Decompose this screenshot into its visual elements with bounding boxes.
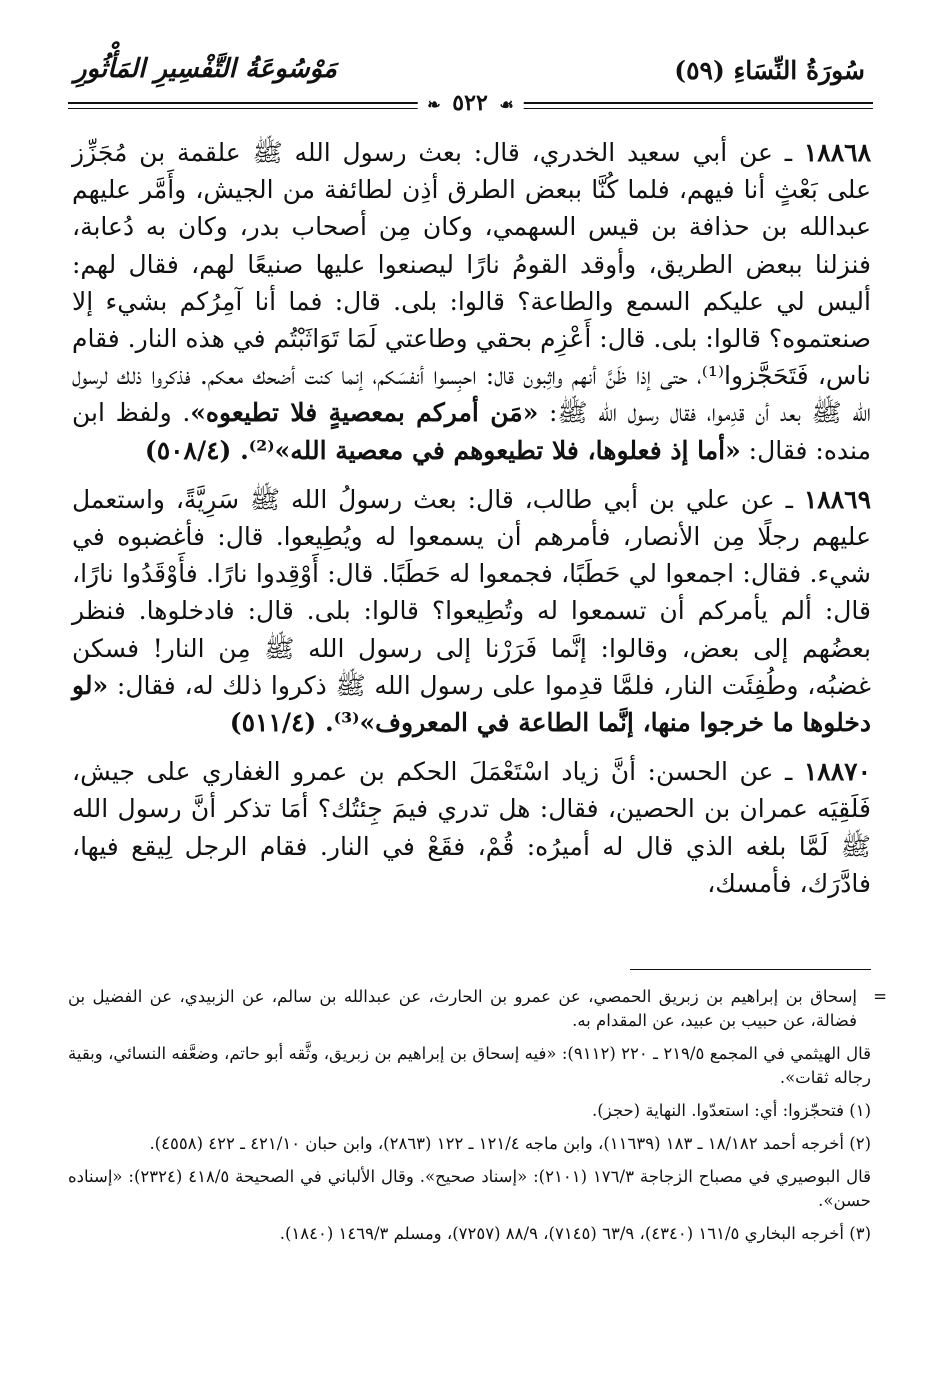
footnote [68, 1099, 871, 1123]
hadith-quote: «لو دخلوها ما خرجوا منها، إنَّما الطاعة في المعروف» [72, 670, 871, 738]
main-text [72, 134, 871, 902]
hadith-number: ١٨٨٦٩ [803, 484, 871, 514]
book-title: مَوْسُوعَةُ التَّفْسِيرِ المَأْثُورِ [74, 54, 337, 84]
hadith-text: ـ عن علي بن أبي طالب، قال: بعث رسولُ الله ﷺ سَرِيَّةً، واستعمل عليهم رجلًا مِن الأنصار، فأمرهم أن يسمعوا له ويُطِيعوا. قال: فأغضبوه في شيء. فقال: اجمعوا لي حَطَبًا، فجمعوا له حَطَبًا. قال: أَوْقِدوا نارًا. فأَوْقَدُوا نارًا، قال: ألم يأمركم أن تسمعوا له وتُطِيعوا؟ قالوا: بلى. قال: فادخلوها. فنظر بعضُهم إلى بعض، وقالوا: إنَّما فَرَرْنا إلى رسول الله ﷺ مِن النار! فسكن غضبُه، وطُفِئَت النار، فلمَّا قدِموا على رسول الله ﷺ ذكروا ذلك له، فقال: [72, 484, 871, 700]
hadith-number: ١٨٨٧٠ [803, 757, 871, 787]
footnote [68, 1132, 871, 1156]
footnote [68, 1042, 871, 1090]
hadith-reference: ⁽²⁾. (٥٠٨/٤) [144, 435, 275, 465]
footnote-text: إسحاق بن إبراهيم بن زبريق الحمصي، عن عمرو بن الحارث، عن عبدالله بن سالم، عن الزبيدي، عن الفضيل بن فضالة، عن حبيب بن عبيد، عن المقدام به. [68, 987, 857, 1030]
page-header [68, 38, 873, 114]
hadith-text: ـ عن الحسن: أنَّ زياد اسْتَعْمَلَ الحكم بن عمرو الغفاري على جيش، فَلَقِيَه عمران بن الحصين، فقال: هل تدري فيمَ جِئتُك؟ أمَا تذكر أنَّ رسول الله ﷺ لَمَّا بلغه الذي قال له أميرُه: قُمْ، فقَعْ في النار. فقام الرجل لِيقع فيها، فادَّرَك، فأمسك، [72, 757, 871, 898]
hadith-paragraph [72, 481, 871, 741]
hadith-quote: «مَن أمركم بمعصيةٍ فلا تطيعوه» [190, 398, 539, 428]
ornament-icon: ❧ [427, 95, 441, 114]
hadith-number: ١٨٨٦٨ [803, 138, 871, 167]
footnote-text: (١) فتحجّزوا: أي: استعدّوا. النهاية (حجز). [592, 1101, 871, 1120]
page-number-block [417, 90, 524, 116]
continuation-marker: = [873, 987, 887, 1006]
footnotes [68, 985, 887, 1255]
ornament-icon: ☙ [499, 95, 514, 114]
footnote [68, 1222, 871, 1246]
hadith-reference: ⁽³⁾. (٥١١/٤) [229, 708, 360, 738]
page-number: ٥٢٢ [452, 90, 488, 116]
footnote-separator [630, 969, 871, 970]
hadith-text-continued: . ولفظ ابن منده: فقال: [72, 398, 871, 465]
footnote-text: (٢) أخرجه أحمد ١٨/١٨٢ ـ ١٨٣ (١١٦٣٩)، وابن ماجه ١٢١/٤ ـ ١٢٢ (٢٨٦٣)، وابن حبان ٤٢١/١٠ ـ ٤٢٢ (٤٥٥٨). [149, 1134, 871, 1153]
hadith-paragraph [72, 134, 871, 469]
hadith-quote-2: «أما إذ فعلوها، فلا تطيعوهم في معصية الله» [274, 435, 741, 465]
footnote [68, 1165, 871, 1213]
hadith-paragraph [72, 753, 871, 902]
surah-title: سُورَةُ النِّسَاءِ (٥٩) [674, 56, 865, 85]
footnote-text: (٣) أخرجه البخاري ١٦١/٥ (٤٣٤٠)، ٦٣/٩ (٧١٤٥)، ٨٨/٩ (٧٢٥٧)، ومسلم ١٤٦٩/٣ (١٨٤٠). [279, 1224, 871, 1243]
footnote-text: قال الهيثمي في المجمع ٢١٩/٥ ـ ٢٢٠ (٩١١٢): «فيه إسحاق بن إبراهيم بن زبريق، وثَّقه أبو حاتم، وضعَّفه النسائي، وبقية رجاله ثقات». [68, 1044, 871, 1087]
hadith-text: ـ عن أبي سعيد الخدري، قال: بعث رسول الله ﷺ علقمة بن مُجَزِّز على بَعْثٍ أنا فيهم، فلما كُنَّا ببعض الطرق أذِن لطائفة من الجيش، وأَمَّر عليهم عبدالله بن حذافة بن قيس السهمي، وكان مِن أصحاب بدر، وكان به دُعابة، فنزلنا ببعض الطريق، وأوقد القومُ نارًا ليصنعوا عليها صنيعًا لهم، فقال لهم: أليس لي عليكم السمع والطاعة؟ قالوا: بلى. قال: فما أنا آمِرُكم بشيء إلا صنعتموه؟ قالوا: بلى. قال: أَعْزِم بحقي وطاعتي لَمَا تَوَاثَبْتُم في هذه النار. فقام ناس، فَتَحَجَّزوا⁽¹⁾، حتى إذا ظَنَّ أنهم واثِبون قال: احبِسوا أنفسَكم، إنما كنت أضحك معكم. فذكروا ذلك لرسول الله ﷺ بعد أن قدِموا، فقال رسول الله ﷺ: [72, 138, 871, 428]
footnote-text: قال البوصيري في مصباح الزجاجة ١٧٦/٣ (٢١٠١): «إسناد صحيح». وقال الألباني في الصحيحة ٤١٨/٥ (٢٣٢٤): «إسناده حسن». [68, 1167, 871, 1210]
footnote-continuation [68, 985, 887, 1033]
